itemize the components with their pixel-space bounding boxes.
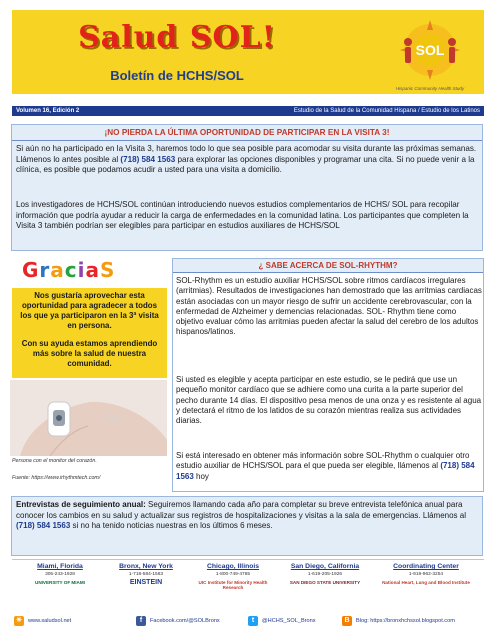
site-logo: National Heart, Lung and Blood Institute xyxy=(382,580,470,585)
gracias-letter: r xyxy=(39,258,51,282)
visit3-paragraph-1: Si aún no ha participado en la Visita 3, haremos todo lo que sea posible para acomodar su visita durante las próximas semanas. Llámenos lo antes posible al (718) 584 1563 para explorar las opciones disponibles y programar una cita. Si no puede venir a la clínica, es posible que podamos acudir a usted para una visita a domicilio. xyxy=(16,144,477,175)
logo-text: SOL xyxy=(415,42,445,58)
sol-logo xyxy=(382,20,478,86)
heart-monitor-photo xyxy=(10,380,167,456)
sol-rhythm-title: ¿ SABE ACERCA DE SOL-RHYTHM? xyxy=(258,261,398,270)
volume-label: Volumen 16, Edición 2 xyxy=(16,108,80,114)
sol-rhythm-paragraph-2: Si usted es elegible y acepta participar en este estudio, se le pedirá que use un pequeño monitor cardíaco que se adhiere como una curita a la parte superior del pecho durante 14 días. El dispositivo pesa menos de una onza y es resistente al agua y detectará el ritmo de los latidos de su corazón mientras realiza sus actividades diarias. xyxy=(176,375,482,426)
footer-divider xyxy=(12,559,484,560)
thanks-paragraph-2: Con su ayuda estamos aprendiendo más sobre la salud de nuestra comunidad. xyxy=(21,339,158,368)
phone-number: (718) 584 1563 xyxy=(16,521,71,530)
annual-followup-text: Entrevistas de seguimiento anual: Seguiremos llamando cada año para completar su breve entrevista telefónica anual para conocer los cambios en su salud y actualizar sus registros de hospitalizaciones y visitas a la sala de emergencias. Llámenos al (718) 584 1563 si no ha tenido noticias nuestras en los últimos 6 meses. xyxy=(16,500,467,530)
divider xyxy=(12,140,482,141)
study-label: Estudio de la Salud de la Comunidad Hispana / Estudio de los Latinos xyxy=(293,108,480,114)
visit3-title: ¡NO PIERDA LA ÚLTIMA OPORTUNIDAD DE PARTICIPAR EN LA VISITA 3! xyxy=(104,128,390,137)
visit3-paragraph-2: Los investigadores de HCHS/SOL continúan introduciendo nuevos estudios complementarios de HCHS/ SOL para recopilar información que podría ayudar a reducir la carga de enfermedades en la comunidad latina. Los participantes que completen la Visita 3 también podrían ser elegibles para participar en estudios auxiliares de HCHS/SOL xyxy=(16,200,469,231)
gracias-letter: i xyxy=(77,258,86,282)
twitter-link[interactable]: @HCHS_SOL_Bronx xyxy=(262,618,316,624)
site-logo: UIC Institute for Minority Health Research xyxy=(198,580,268,590)
phone-number: (718) 584 1563 xyxy=(176,461,475,481)
phone-number: (718) 584 1563 xyxy=(120,154,176,164)
sol-rhythm-paragraph-1: SOL-Rhythm es un estudio auxiliar HCHS/SOL sobre ritmos cardíacos irregulares (arritmias). Resultados de investigaciones han demostrado que las arritmias cardiacas están asociadas con un mayor riesgo de sufrir un accidente cerebrovascular, con la enfermedad de Alzheimer y demencias relacionadas. SOL- Rhythm tiene como objetivo evaluar cómo las arritmias pueden afectar la salud del cerebro de los adultos hispanos/latinos. xyxy=(176,276,482,337)
sol-rhythm-paragraph-3: Si está interesado en obtener más información sobre SOL-Rhythm o cualquier otro estudio auxiliar de HCHS/SOL para el que pueda ser elegible, llámenos al (718) 584 1563 hoy xyxy=(176,451,475,481)
newsletter-title: Salud SOL! xyxy=(78,20,276,55)
site-bronx: Bronx, New York 1-718-584-1563 EINSTEIN xyxy=(104,563,188,585)
site-chicago: Chicago, Illinois 1-800-749-4765 UIC Institute for Minority Health Research xyxy=(190,563,276,590)
gracias-letter: S xyxy=(100,258,116,282)
sun-icon: ☀ xyxy=(15,617,23,624)
gracias-word xyxy=(22,258,162,282)
site-miami: Miami, Florida 305-243-1928 UNIVERSITY OF MIAMI xyxy=(16,563,104,585)
website-link[interactable]: www.saludsol.net xyxy=(28,618,72,624)
blog-icon[interactable]: B xyxy=(342,616,352,626)
issue-bar xyxy=(12,106,484,116)
blog-link[interactable]: Blog: https://bronxhchssol.blogspot.com xyxy=(356,618,455,624)
site-logo: SAN DIEGO STATE UNIVERSITY xyxy=(289,580,361,585)
logo-tagline: Hispanic Community Health Study xyxy=(395,86,465,91)
site-san-diego: San Diego, California 1-619-205-1926 SAN DIEGO STATE UNIVERSITY xyxy=(280,563,370,585)
photo-caption: Persona con el monitor del corazón. xyxy=(12,458,97,464)
gracias-letter: a xyxy=(50,258,65,282)
site-coordinating-center: Coordinating Center 1-919-962-3254 National Heart, Lung and Blood Institute xyxy=(372,563,480,585)
gracias-letter: a xyxy=(85,258,101,282)
divider xyxy=(173,272,483,273)
annual-followup-label: Entrevistas de seguimiento anual: xyxy=(16,500,146,509)
facebook-link[interactable]: Facebook.com/@SOLBronx xyxy=(150,618,220,624)
footer-links xyxy=(12,616,484,627)
site-logo: UNIVERSITY OF MIAMI xyxy=(35,580,85,585)
twitter-icon[interactable]: t xyxy=(248,616,258,626)
facebook-icon[interactable]: f xyxy=(136,616,146,626)
newsletter-subtitle: Boletín de HCHS/SOL xyxy=(110,68,244,83)
gracias-letter: G xyxy=(22,258,40,282)
photo-source: Fuente: https://www.irhythmtech.com/ xyxy=(12,475,101,481)
thanks-paragraph-1: Nos gustaría aprovechar esta oportunidad para agradecer a todos los que ya participaron en la 3ª visita en persona. xyxy=(20,291,159,330)
site-logo: EINSTEIN xyxy=(129,579,163,586)
gracias-letter: c xyxy=(64,258,78,282)
